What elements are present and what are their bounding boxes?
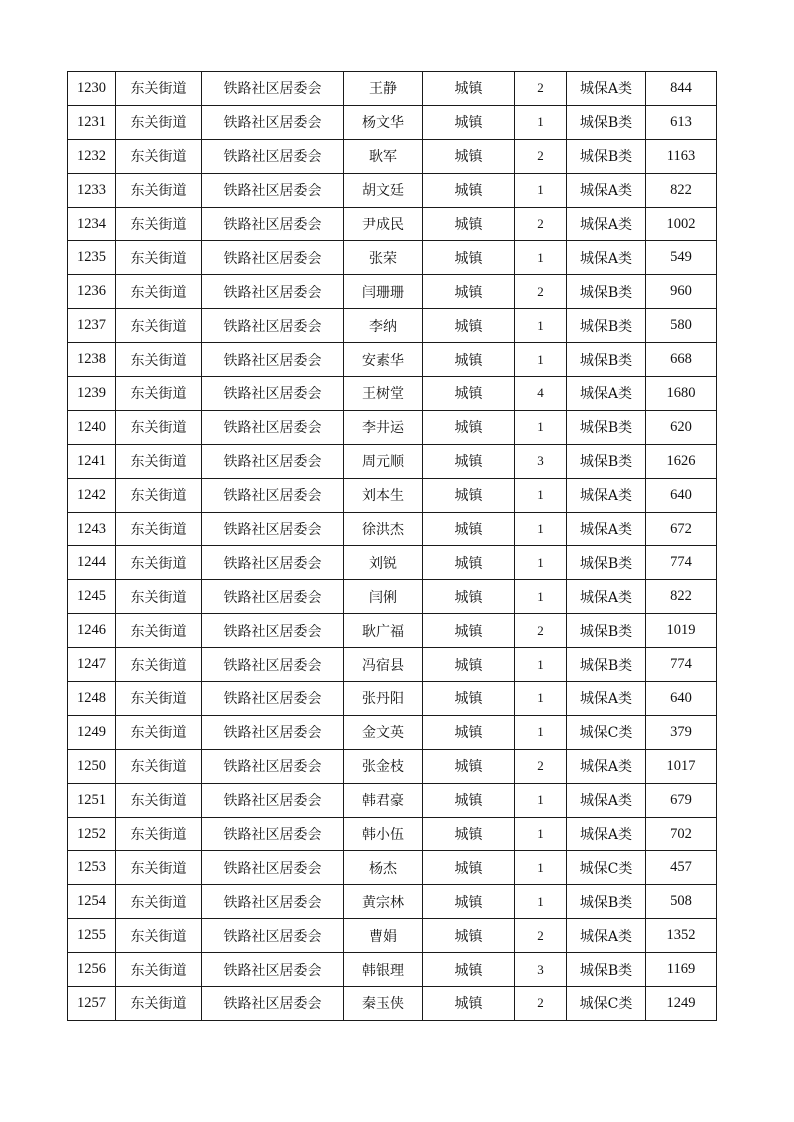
amount-cell: 640 bbox=[646, 478, 717, 512]
insurance-category-cell: 城保A类 bbox=[567, 783, 646, 817]
table-row bbox=[68, 139, 717, 173]
amount-cell: 640 bbox=[646, 682, 717, 716]
area-type-cell: 城镇 bbox=[423, 173, 515, 207]
person-name-cell: 曹娟 bbox=[344, 919, 423, 953]
area-type-cell: 城镇 bbox=[423, 478, 515, 512]
household-count-cell: 2 bbox=[515, 72, 567, 106]
record-number-cell: 1247 bbox=[68, 648, 116, 682]
record-number-cell: 1239 bbox=[68, 377, 116, 411]
person-name-cell: 王树堂 bbox=[344, 377, 423, 411]
household-count-cell: 1 bbox=[515, 173, 567, 207]
record-number-cell: 1240 bbox=[68, 410, 116, 444]
insurance-category-cell: 城保A类 bbox=[567, 580, 646, 614]
street-cell: 东关街道 bbox=[116, 851, 202, 885]
insurance-category-cell: 城保B类 bbox=[567, 546, 646, 580]
household-count-cell: 1 bbox=[515, 580, 567, 614]
insurance-category-cell: 城保B类 bbox=[567, 309, 646, 343]
insurance-category-cell: 城保B类 bbox=[567, 614, 646, 648]
committee-cell: 铁路社区居委会 bbox=[202, 546, 344, 580]
record-number-cell: 1244 bbox=[68, 546, 116, 580]
insurance-category-cell: 城保B类 bbox=[567, 343, 646, 377]
record-number-cell: 1257 bbox=[68, 987, 116, 1021]
area-type-cell: 城镇 bbox=[423, 885, 515, 919]
record-number-cell: 1234 bbox=[68, 207, 116, 241]
committee-cell: 铁路社区居委会 bbox=[202, 614, 344, 648]
area-type-cell: 城镇 bbox=[423, 377, 515, 411]
person-name-cell: 韩银理 bbox=[344, 953, 423, 987]
person-name-cell: 耿军 bbox=[344, 139, 423, 173]
person-name-cell: 尹成民 bbox=[344, 207, 423, 241]
insurance-category-cell: 城保A类 bbox=[567, 919, 646, 953]
street-cell: 东关街道 bbox=[116, 207, 202, 241]
person-name-cell: 杨杰 bbox=[344, 851, 423, 885]
household-count-cell: 4 bbox=[515, 377, 567, 411]
insurance-category-cell: 城保C类 bbox=[567, 851, 646, 885]
household-count-cell: 1 bbox=[515, 817, 567, 851]
table-row bbox=[68, 987, 717, 1021]
household-count-cell: 1 bbox=[515, 715, 567, 749]
record-number-cell: 1252 bbox=[68, 817, 116, 851]
record-number-cell: 1230 bbox=[68, 72, 116, 106]
insurance-category-cell: 城保B类 bbox=[567, 953, 646, 987]
amount-cell: 844 bbox=[646, 72, 717, 106]
amount-cell: 580 bbox=[646, 309, 717, 343]
household-count-cell: 1 bbox=[515, 885, 567, 919]
street-cell: 东关街道 bbox=[116, 614, 202, 648]
committee-cell: 铁路社区居委会 bbox=[202, 783, 344, 817]
committee-cell: 铁路社区居委会 bbox=[202, 105, 344, 139]
table-row bbox=[68, 309, 717, 343]
amount-cell: 549 bbox=[646, 241, 717, 275]
amount-cell: 774 bbox=[646, 648, 717, 682]
person-name-cell: 刘本生 bbox=[344, 478, 423, 512]
committee-cell: 铁路社区居委会 bbox=[202, 580, 344, 614]
household-count-cell: 2 bbox=[515, 614, 567, 648]
street-cell: 东关街道 bbox=[116, 749, 202, 783]
record-number-cell: 1246 bbox=[68, 614, 116, 648]
record-number-cell: 1250 bbox=[68, 749, 116, 783]
amount-cell: 822 bbox=[646, 580, 717, 614]
table-row bbox=[68, 343, 717, 377]
insurance-category-cell: 城保A类 bbox=[567, 478, 646, 512]
street-cell: 东关街道 bbox=[116, 546, 202, 580]
table-row bbox=[68, 715, 717, 749]
table-row bbox=[68, 817, 717, 851]
street-cell: 东关街道 bbox=[116, 885, 202, 919]
record-number-cell: 1254 bbox=[68, 885, 116, 919]
committee-cell: 铁路社区居委会 bbox=[202, 410, 344, 444]
table-row bbox=[68, 173, 717, 207]
person-name-cell: 冯宿县 bbox=[344, 648, 423, 682]
person-name-cell: 耿广福 bbox=[344, 614, 423, 648]
person-name-cell: 韩小伍 bbox=[344, 817, 423, 851]
street-cell: 东关街道 bbox=[116, 715, 202, 749]
committee-cell: 铁路社区居委会 bbox=[202, 749, 344, 783]
committee-cell: 铁路社区居委会 bbox=[202, 72, 344, 106]
table-row bbox=[68, 749, 717, 783]
area-type-cell: 城镇 bbox=[423, 207, 515, 241]
household-count-cell: 2 bbox=[515, 987, 567, 1021]
person-name-cell: 张荣 bbox=[344, 241, 423, 275]
record-number-cell: 1251 bbox=[68, 783, 116, 817]
person-name-cell: 秦玉侠 bbox=[344, 987, 423, 1021]
household-count-cell: 1 bbox=[515, 783, 567, 817]
household-count-cell: 3 bbox=[515, 953, 567, 987]
household-count-cell: 1 bbox=[515, 241, 567, 275]
area-type-cell: 城镇 bbox=[423, 410, 515, 444]
amount-cell: 620 bbox=[646, 410, 717, 444]
committee-cell: 铁路社区居委会 bbox=[202, 715, 344, 749]
committee-cell: 铁路社区居委会 bbox=[202, 377, 344, 411]
person-name-cell: 张金枝 bbox=[344, 749, 423, 783]
record-number-cell: 1255 bbox=[68, 919, 116, 953]
area-type-cell: 城镇 bbox=[423, 444, 515, 478]
amount-cell: 1019 bbox=[646, 614, 717, 648]
committee-cell: 铁路社区居委会 bbox=[202, 173, 344, 207]
amount-cell: 774 bbox=[646, 546, 717, 580]
committee-cell: 铁路社区居委会 bbox=[202, 987, 344, 1021]
committee-cell: 铁路社区居委会 bbox=[202, 139, 344, 173]
insurance-category-cell: 城保A类 bbox=[567, 173, 646, 207]
insurance-category-cell: 城保A类 bbox=[567, 512, 646, 546]
area-type-cell: 城镇 bbox=[423, 580, 515, 614]
street-cell: 东关街道 bbox=[116, 72, 202, 106]
record-number-cell: 1236 bbox=[68, 275, 116, 309]
area-type-cell: 城镇 bbox=[423, 72, 515, 106]
insurance-category-cell: 城保A类 bbox=[567, 817, 646, 851]
amount-cell: 508 bbox=[646, 885, 717, 919]
area-type-cell: 城镇 bbox=[423, 105, 515, 139]
committee-cell: 铁路社区居委会 bbox=[202, 309, 344, 343]
record-number-cell: 1237 bbox=[68, 309, 116, 343]
area-type-cell: 城镇 bbox=[423, 275, 515, 309]
person-name-cell: 安素华 bbox=[344, 343, 423, 377]
committee-cell: 铁路社区居委会 bbox=[202, 207, 344, 241]
amount-cell: 1626 bbox=[646, 444, 717, 478]
street-cell: 东关街道 bbox=[116, 139, 202, 173]
record-number-cell: 1241 bbox=[68, 444, 116, 478]
person-name-cell: 黄宗林 bbox=[344, 885, 423, 919]
household-count-cell: 1 bbox=[515, 851, 567, 885]
street-cell: 东关街道 bbox=[116, 919, 202, 953]
insurance-category-cell: 城保A类 bbox=[567, 207, 646, 241]
area-type-cell: 城镇 bbox=[423, 987, 515, 1021]
table-row bbox=[68, 275, 717, 309]
committee-cell: 铁路社区居委会 bbox=[202, 953, 344, 987]
person-name-cell: 杨文华 bbox=[344, 105, 423, 139]
committee-cell: 铁路社区居委会 bbox=[202, 817, 344, 851]
household-count-cell: 2 bbox=[515, 275, 567, 309]
street-cell: 东关街道 bbox=[116, 343, 202, 377]
street-cell: 东关街道 bbox=[116, 987, 202, 1021]
welfare-roster-table bbox=[67, 71, 717, 1021]
household-count-cell: 1 bbox=[515, 546, 567, 580]
table-row bbox=[68, 72, 717, 106]
area-type-cell: 城镇 bbox=[423, 715, 515, 749]
insurance-category-cell: 城保A类 bbox=[567, 682, 646, 716]
street-cell: 东关街道 bbox=[116, 173, 202, 207]
household-count-cell: 1 bbox=[515, 410, 567, 444]
area-type-cell: 城镇 bbox=[423, 343, 515, 377]
amount-cell: 960 bbox=[646, 275, 717, 309]
committee-cell: 铁路社区居委会 bbox=[202, 478, 344, 512]
amount-cell: 672 bbox=[646, 512, 717, 546]
street-cell: 东关街道 bbox=[116, 682, 202, 716]
committee-cell: 铁路社区居委会 bbox=[202, 512, 344, 546]
household-count-cell: 1 bbox=[515, 648, 567, 682]
record-number-cell: 1243 bbox=[68, 512, 116, 546]
amount-cell: 1249 bbox=[646, 987, 717, 1021]
committee-cell: 铁路社区居委会 bbox=[202, 241, 344, 275]
amount-cell: 1169 bbox=[646, 953, 717, 987]
table-row bbox=[68, 105, 717, 139]
household-count-cell: 3 bbox=[515, 444, 567, 478]
table-row bbox=[68, 953, 717, 987]
table-row bbox=[68, 377, 717, 411]
committee-cell: 铁路社区居委会 bbox=[202, 919, 344, 953]
area-type-cell: 城镇 bbox=[423, 783, 515, 817]
insurance-category-cell: 城保C类 bbox=[567, 987, 646, 1021]
person-name-cell: 李纳 bbox=[344, 309, 423, 343]
street-cell: 东关街道 bbox=[116, 377, 202, 411]
amount-cell: 1680 bbox=[646, 377, 717, 411]
amount-cell: 702 bbox=[646, 817, 717, 851]
street-cell: 东关街道 bbox=[116, 580, 202, 614]
table-row bbox=[68, 682, 717, 716]
household-count-cell: 2 bbox=[515, 139, 567, 173]
table-row bbox=[68, 919, 717, 953]
area-type-cell: 城镇 bbox=[423, 614, 515, 648]
area-type-cell: 城镇 bbox=[423, 919, 515, 953]
table-row bbox=[68, 478, 717, 512]
table-row bbox=[68, 648, 717, 682]
insurance-category-cell: 城保B类 bbox=[567, 275, 646, 309]
insurance-category-cell: 城保B类 bbox=[567, 139, 646, 173]
committee-cell: 铁路社区居委会 bbox=[202, 275, 344, 309]
amount-cell: 379 bbox=[646, 715, 717, 749]
record-number-cell: 1235 bbox=[68, 241, 116, 275]
household-count-cell: 2 bbox=[515, 749, 567, 783]
insurance-category-cell: 城保A类 bbox=[567, 377, 646, 411]
amount-cell: 457 bbox=[646, 851, 717, 885]
committee-cell: 铁路社区居委会 bbox=[202, 851, 344, 885]
area-type-cell: 城镇 bbox=[423, 648, 515, 682]
area-type-cell: 城镇 bbox=[423, 241, 515, 275]
street-cell: 东关街道 bbox=[116, 783, 202, 817]
household-count-cell: 2 bbox=[515, 207, 567, 241]
household-count-cell: 2 bbox=[515, 919, 567, 953]
street-cell: 东关街道 bbox=[116, 817, 202, 851]
insurance-category-cell: 城保A类 bbox=[567, 241, 646, 275]
record-number-cell: 1253 bbox=[68, 851, 116, 885]
street-cell: 东关街道 bbox=[116, 309, 202, 343]
amount-cell: 822 bbox=[646, 173, 717, 207]
record-number-cell: 1231 bbox=[68, 105, 116, 139]
person-name-cell: 李井运 bbox=[344, 410, 423, 444]
committee-cell: 铁路社区居委会 bbox=[202, 444, 344, 478]
person-name-cell: 刘锐 bbox=[344, 546, 423, 580]
record-number-cell: 1238 bbox=[68, 343, 116, 377]
table-row bbox=[68, 512, 717, 546]
record-number-cell: 1233 bbox=[68, 173, 116, 207]
street-cell: 东关街道 bbox=[116, 410, 202, 444]
table-row bbox=[68, 444, 717, 478]
record-number-cell: 1232 bbox=[68, 139, 116, 173]
amount-cell: 1002 bbox=[646, 207, 717, 241]
committee-cell: 铁路社区居委会 bbox=[202, 885, 344, 919]
household-count-cell: 1 bbox=[515, 682, 567, 716]
table-body bbox=[68, 72, 717, 1021]
insurance-category-cell: 城保B类 bbox=[567, 648, 646, 682]
street-cell: 东关街道 bbox=[116, 105, 202, 139]
area-type-cell: 城镇 bbox=[423, 749, 515, 783]
insurance-category-cell: 城保B类 bbox=[567, 410, 646, 444]
area-type-cell: 城镇 bbox=[423, 139, 515, 173]
street-cell: 东关街道 bbox=[116, 512, 202, 546]
table-row bbox=[68, 783, 717, 817]
area-type-cell: 城镇 bbox=[423, 512, 515, 546]
person-name-cell: 韩君豪 bbox=[344, 783, 423, 817]
record-number-cell: 1242 bbox=[68, 478, 116, 512]
table-row bbox=[68, 851, 717, 885]
amount-cell: 1017 bbox=[646, 749, 717, 783]
household-count-cell: 1 bbox=[515, 343, 567, 377]
area-type-cell: 城镇 bbox=[423, 817, 515, 851]
person-name-cell: 徐洪杰 bbox=[344, 512, 423, 546]
household-count-cell: 1 bbox=[515, 478, 567, 512]
amount-cell: 679 bbox=[646, 783, 717, 817]
person-name-cell: 金文英 bbox=[344, 715, 423, 749]
person-name-cell: 王静 bbox=[344, 72, 423, 106]
household-count-cell: 1 bbox=[515, 309, 567, 343]
committee-cell: 铁路社区居委会 bbox=[202, 682, 344, 716]
household-count-cell: 1 bbox=[515, 105, 567, 139]
table-row bbox=[68, 241, 717, 275]
insurance-category-cell: 城保A类 bbox=[567, 749, 646, 783]
street-cell: 东关街道 bbox=[116, 275, 202, 309]
record-number-cell: 1245 bbox=[68, 580, 116, 614]
insurance-category-cell: 城保B类 bbox=[567, 105, 646, 139]
street-cell: 东关街道 bbox=[116, 953, 202, 987]
committee-cell: 铁路社区居委会 bbox=[202, 343, 344, 377]
area-type-cell: 城镇 bbox=[423, 309, 515, 343]
table-row bbox=[68, 410, 717, 444]
street-cell: 东关街道 bbox=[116, 444, 202, 478]
table-row bbox=[68, 885, 717, 919]
person-name-cell: 闫俐 bbox=[344, 580, 423, 614]
street-cell: 东关街道 bbox=[116, 648, 202, 682]
committee-cell: 铁路社区居委会 bbox=[202, 648, 344, 682]
amount-cell: 1163 bbox=[646, 139, 717, 173]
record-number-cell: 1249 bbox=[68, 715, 116, 749]
table-row bbox=[68, 614, 717, 648]
area-type-cell: 城镇 bbox=[423, 953, 515, 987]
insurance-category-cell: 城保A类 bbox=[567, 72, 646, 106]
street-cell: 东关街道 bbox=[116, 478, 202, 512]
area-type-cell: 城镇 bbox=[423, 682, 515, 716]
insurance-category-cell: 城保B类 bbox=[567, 885, 646, 919]
amount-cell: 668 bbox=[646, 343, 717, 377]
table-row bbox=[68, 207, 717, 241]
table-row bbox=[68, 546, 717, 580]
insurance-category-cell: 城保B类 bbox=[567, 444, 646, 478]
person-name-cell: 闫珊珊 bbox=[344, 275, 423, 309]
table-row bbox=[68, 580, 717, 614]
area-type-cell: 城镇 bbox=[423, 546, 515, 580]
insurance-category-cell: 城保C类 bbox=[567, 715, 646, 749]
record-number-cell: 1248 bbox=[68, 682, 116, 716]
person-name-cell: 胡文廷 bbox=[344, 173, 423, 207]
street-cell: 东关街道 bbox=[116, 241, 202, 275]
person-name-cell: 张丹阳 bbox=[344, 682, 423, 716]
amount-cell: 1352 bbox=[646, 919, 717, 953]
amount-cell: 613 bbox=[646, 105, 717, 139]
area-type-cell: 城镇 bbox=[423, 851, 515, 885]
person-name-cell: 周元顺 bbox=[344, 444, 423, 478]
record-number-cell: 1256 bbox=[68, 953, 116, 987]
household-count-cell: 1 bbox=[515, 512, 567, 546]
